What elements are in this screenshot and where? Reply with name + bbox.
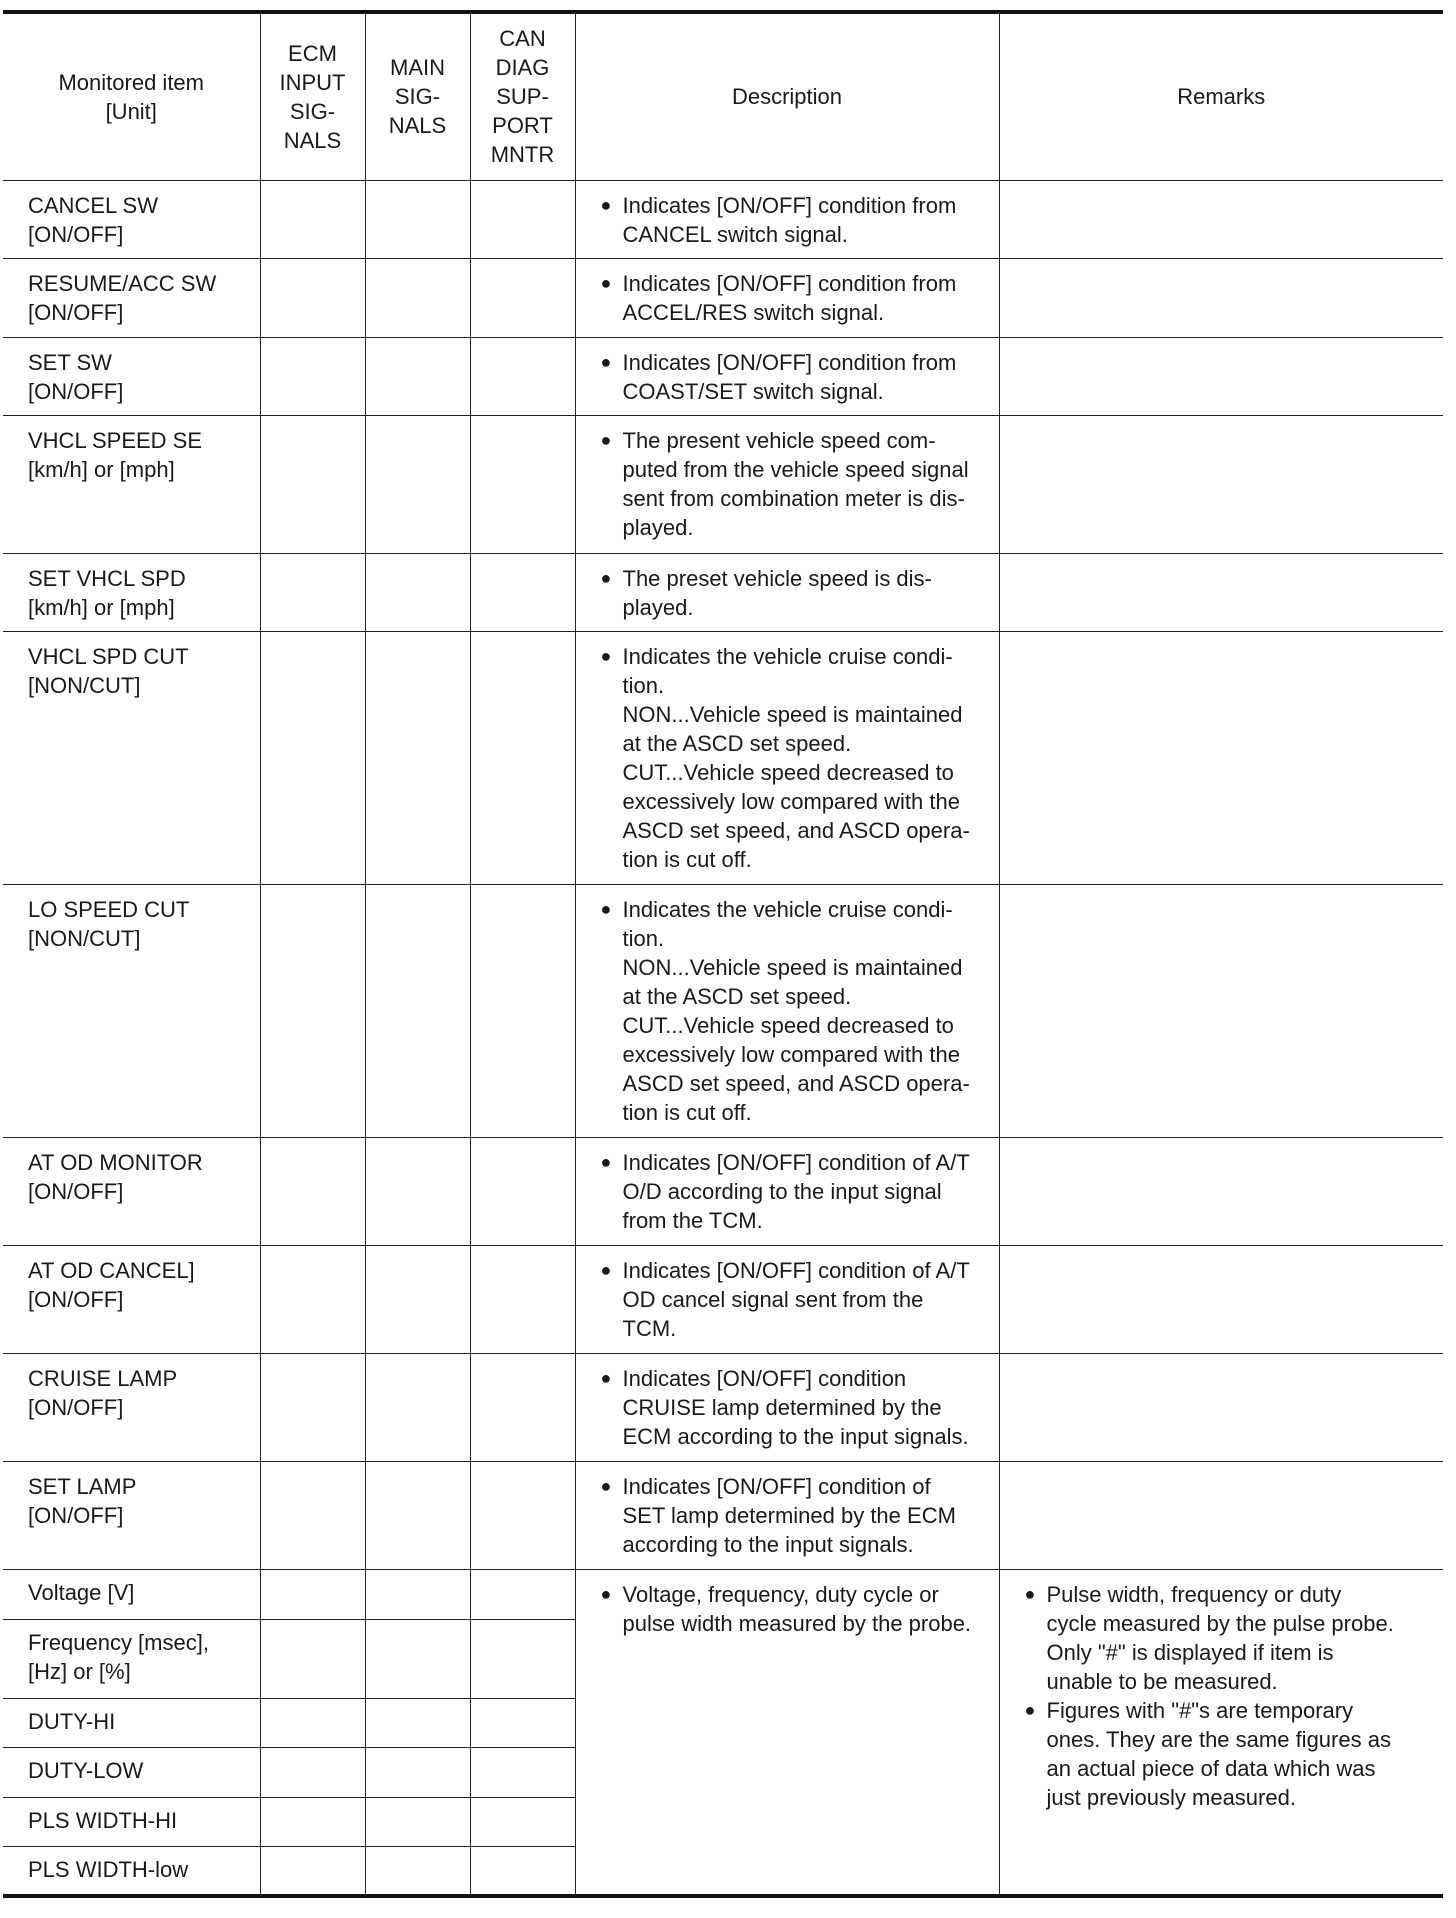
can-diag-cell bbox=[470, 1620, 575, 1699]
can-diag-cell bbox=[470, 1698, 575, 1747]
text-line: [ON/OFF] bbox=[28, 378, 124, 404]
table-row bbox=[3, 1138, 1443, 1246]
header-monitored-item: Monitored item [Unit] bbox=[3, 12, 260, 180]
bullet-icon: ● bbox=[600, 273, 612, 294]
text-line: played. bbox=[622, 594, 694, 620]
remarks-cell bbox=[999, 885, 1443, 1138]
text-line: sent from combination meter is dis- bbox=[622, 486, 965, 512]
bullet-item bbox=[1025, 1580, 1434, 1696]
can-diag-cell bbox=[470, 1748, 575, 1797]
main-signals-cell bbox=[365, 885, 470, 1138]
text-line: [km/h] or [mph] bbox=[28, 457, 175, 483]
bullet-item bbox=[601, 642, 989, 874]
can-diag-cell bbox=[470, 885, 575, 1138]
ecm-input-cell bbox=[260, 180, 365, 259]
main-signals-cell bbox=[365, 1620, 470, 1699]
bullet-text bbox=[623, 1364, 989, 1451]
monitored-item-cell bbox=[3, 885, 260, 1138]
monitored-item-cell bbox=[3, 1748, 260, 1797]
text-line: [km/h] or [mph] bbox=[28, 594, 175, 620]
table-row bbox=[3, 1246, 1443, 1354]
table-row bbox=[3, 1354, 1443, 1462]
remarks-cell bbox=[999, 416, 1443, 553]
text-line: ASCD set speed, and ASCD opera- bbox=[622, 818, 970, 844]
description-cell bbox=[575, 259, 999, 338]
bullet-text bbox=[1047, 1580, 1434, 1696]
ecm-input-cell bbox=[260, 553, 365, 632]
remarks-cell bbox=[999, 553, 1443, 632]
text-line: SET VHCL SPD bbox=[28, 565, 186, 591]
main-signals-cell bbox=[365, 1797, 470, 1846]
text-line: Indicates the vehicle cruise condi- bbox=[622, 897, 953, 923]
ecm-input-cell bbox=[260, 1461, 365, 1569]
bullet-item bbox=[601, 1256, 989, 1343]
text-line: PLS WIDTH-HI bbox=[28, 1807, 178, 1833]
bullet-item bbox=[601, 895, 989, 1127]
main-signals-cell bbox=[365, 1847, 470, 1896]
monitored-item-cell bbox=[3, 416, 260, 553]
monitored-item-cell bbox=[3, 1138, 260, 1246]
text-line: puted from the vehicle speed signal bbox=[622, 457, 969, 483]
ecm-input-cell bbox=[260, 1569, 365, 1619]
text-line: Indicates [ON/OFF] condition of bbox=[622, 1473, 931, 1499]
text-line: Indicates [ON/OFF] condition from bbox=[622, 271, 957, 297]
text-line: SET lamp determined by the ECM bbox=[622, 1502, 956, 1528]
table-row bbox=[3, 632, 1443, 885]
text-line: SET SW bbox=[28, 349, 112, 375]
data-monitor-table bbox=[3, 10, 1443, 1898]
can-diag-cell bbox=[470, 632, 575, 885]
text-line: Indicates the vehicle cruise condi- bbox=[622, 644, 953, 670]
text-line: ASCD set speed, and ASCD opera- bbox=[622, 1071, 970, 1097]
ecm-input-cell bbox=[260, 337, 365, 416]
text-line: pulse width measured by the probe. bbox=[622, 1610, 972, 1636]
header-remarks: Remarks bbox=[999, 12, 1443, 180]
table-row bbox=[3, 1569, 1443, 1619]
header-description: Description bbox=[575, 12, 999, 180]
bullet-icon: ● bbox=[1024, 1699, 1036, 1720]
text-line: ECM according to the input signals. bbox=[622, 1424, 969, 1450]
table-row bbox=[3, 416, 1443, 553]
header-main-signals: MAIN SIG- NALS bbox=[365, 12, 470, 180]
can-diag-cell bbox=[470, 1246, 575, 1354]
text-line: CANCEL SW bbox=[28, 192, 158, 218]
description-cell bbox=[575, 1461, 999, 1569]
monitored-item-cell bbox=[3, 1698, 260, 1747]
table-row bbox=[3, 180, 1443, 259]
bullet-item bbox=[1025, 1696, 1434, 1812]
remarks-cell bbox=[999, 632, 1443, 885]
bullet-item bbox=[601, 1472, 989, 1559]
can-diag-cell bbox=[470, 259, 575, 338]
monitored-item-cell bbox=[3, 553, 260, 632]
can-diag-cell bbox=[470, 1569, 575, 1619]
text-line: according to the input signals. bbox=[622, 1531, 914, 1557]
text-line: NON...Vehicle speed is maintained bbox=[622, 955, 963, 981]
bullet-icon: ● bbox=[600, 646, 612, 667]
ecm-input-cell bbox=[260, 1698, 365, 1747]
text-line: VHCL SPEED SE bbox=[28, 428, 203, 454]
description-cell bbox=[575, 337, 999, 416]
text-line: just previously measured. bbox=[1046, 1784, 1296, 1810]
text-line: from the TCM. bbox=[622, 1208, 763, 1234]
bullet-text bbox=[623, 1580, 989, 1638]
can-diag-cell bbox=[470, 1847, 575, 1896]
bullet-icon: ● bbox=[600, 1260, 612, 1281]
probe-description-cell bbox=[575, 1569, 999, 1896]
remarks-cell bbox=[999, 1246, 1443, 1354]
text-line: at the ASCD set speed. bbox=[622, 731, 852, 757]
remarks-cell bbox=[999, 1138, 1443, 1246]
description-cell bbox=[575, 1354, 999, 1462]
description-cell bbox=[575, 1138, 999, 1246]
text-line: OD cancel signal sent from the bbox=[622, 1287, 924, 1313]
main-signals-cell bbox=[365, 1246, 470, 1354]
text-line: DUTY-HI bbox=[28, 1708, 116, 1734]
bullet-item bbox=[601, 1580, 989, 1638]
ecm-input-cell bbox=[260, 1138, 365, 1246]
text-line: Voltage [V] bbox=[28, 1579, 135, 1605]
text-line: CRUISE LAMP bbox=[28, 1366, 178, 1392]
text-line: [NON/CUT] bbox=[28, 673, 141, 699]
text-line: CUT...Vehicle speed decreased to bbox=[622, 1013, 954, 1039]
ecm-input-cell bbox=[260, 416, 365, 553]
text-line: [ON/OFF] bbox=[28, 300, 124, 326]
bullet-text bbox=[623, 564, 989, 622]
text-line: excessively low compared with the bbox=[622, 789, 960, 815]
can-diag-cell bbox=[470, 553, 575, 632]
text-line: The preset vehicle speed is dis- bbox=[622, 565, 932, 591]
bullet-icon: ● bbox=[600, 1368, 612, 1389]
text-line: LO SPEED CUT bbox=[28, 897, 190, 923]
ecm-input-cell bbox=[260, 1620, 365, 1699]
bullet-icon: ● bbox=[600, 430, 612, 451]
bullet-text bbox=[623, 191, 989, 249]
main-signals-cell bbox=[365, 1748, 470, 1797]
main-signals-cell bbox=[365, 259, 470, 338]
text-line: Only "#" is displayed if item is bbox=[1046, 1639, 1334, 1665]
header-row bbox=[3, 12, 1443, 180]
monitored-item-cell bbox=[3, 337, 260, 416]
description-cell bbox=[575, 632, 999, 885]
text-line: SET LAMP bbox=[28, 1473, 137, 1499]
text-line: VHCL SPD CUT bbox=[28, 644, 189, 670]
main-signals-cell bbox=[365, 337, 470, 416]
text-line: CRUISE lamp determined by the bbox=[622, 1395, 942, 1421]
text-line: Indicates [ON/OFF] condition bbox=[622, 1366, 907, 1392]
text-line: CUT...Vehicle speed decreased to bbox=[622, 760, 954, 786]
bullet-icon: ● bbox=[600, 351, 612, 372]
text-line: [Hz] or [%] bbox=[28, 1659, 131, 1685]
text-line: at the ASCD set speed. bbox=[622, 984, 852, 1010]
header-ecm-input-signals: ECM INPUT SIG- NALS bbox=[260, 12, 365, 180]
table-row bbox=[3, 1461, 1443, 1569]
remarks-cell bbox=[999, 180, 1443, 259]
bullet-text bbox=[623, 642, 989, 874]
monitored-item-cell bbox=[3, 1847, 260, 1896]
text-line: [NON/CUT] bbox=[28, 926, 141, 952]
text-line: TCM. bbox=[622, 1316, 677, 1342]
monitored-item-cell bbox=[3, 1569, 260, 1619]
text-line: COAST/SET switch signal. bbox=[622, 378, 884, 404]
bullet-icon: ● bbox=[600, 1583, 612, 1604]
can-diag-cell bbox=[470, 1797, 575, 1846]
ecm-input-cell bbox=[260, 259, 365, 338]
monitored-item-cell bbox=[3, 1620, 260, 1699]
main-signals-cell bbox=[365, 1138, 470, 1246]
main-signals-cell bbox=[365, 1461, 470, 1569]
text-line: tion. bbox=[622, 673, 665, 699]
bullet-item bbox=[601, 348, 989, 406]
text-line: PLS WIDTH-low bbox=[28, 1857, 189, 1883]
main-signals-cell bbox=[365, 1698, 470, 1747]
text-line: played. bbox=[622, 515, 694, 541]
text-line: CANCEL switch signal. bbox=[622, 221, 848, 247]
monitored-item-cell bbox=[3, 180, 260, 259]
bullet-text bbox=[623, 348, 989, 406]
bullet-item bbox=[601, 1148, 989, 1235]
bullet-text bbox=[623, 1148, 989, 1235]
text-line: ones. They are the same figures as bbox=[1046, 1726, 1391, 1752]
text-line: Indicates [ON/OFF] condition of A/T bbox=[622, 1258, 970, 1284]
text-line: Pulse width, frequency or duty bbox=[1046, 1581, 1342, 1607]
ecm-input-cell bbox=[260, 632, 365, 885]
monitored-item-cell bbox=[3, 1354, 260, 1462]
can-diag-cell bbox=[470, 337, 575, 416]
main-signals-cell bbox=[365, 1354, 470, 1462]
remarks-cell bbox=[999, 337, 1443, 416]
text-line: [ON/OFF] bbox=[28, 221, 124, 247]
description-cell bbox=[575, 1246, 999, 1354]
bullet-item bbox=[601, 269, 989, 327]
text-line: [ON/OFF] bbox=[28, 1395, 124, 1421]
text-line: an actual piece of data which was bbox=[1046, 1755, 1376, 1781]
bullet-icon: ● bbox=[600, 1475, 612, 1496]
text-line: tion is cut off. bbox=[622, 847, 752, 873]
ecm-input-cell bbox=[260, 1797, 365, 1846]
probe-remarks-cell bbox=[999, 1569, 1443, 1896]
text-line: NON...Vehicle speed is maintained bbox=[622, 702, 963, 728]
main-signals-cell bbox=[365, 1569, 470, 1619]
description-cell bbox=[575, 885, 999, 1138]
text-line: [ON/OFF] bbox=[28, 1179, 124, 1205]
monitored-item-cell bbox=[3, 1797, 260, 1846]
monitored-item-cell bbox=[3, 1246, 260, 1354]
text-line: Indicates [ON/OFF] condition from bbox=[622, 349, 957, 375]
monitored-item-cell bbox=[3, 632, 260, 885]
ecm-input-cell bbox=[260, 885, 365, 1138]
can-diag-cell bbox=[470, 1354, 575, 1462]
ecm-input-cell bbox=[260, 1354, 365, 1462]
text-line: [ON/OFF] bbox=[28, 1502, 124, 1528]
table-row bbox=[3, 885, 1443, 1138]
text-line: Voltage, frequency, duty cycle or bbox=[622, 1581, 939, 1607]
bullet-item bbox=[601, 564, 989, 622]
bullet-item bbox=[601, 191, 989, 249]
bullet-icon: ● bbox=[600, 899, 612, 920]
main-signals-cell bbox=[365, 553, 470, 632]
can-diag-cell bbox=[470, 416, 575, 553]
remarks-cell bbox=[999, 1461, 1443, 1569]
text-line: DUTY-LOW bbox=[28, 1758, 144, 1784]
bullet-icon: ● bbox=[600, 1152, 612, 1173]
description-cell bbox=[575, 180, 999, 259]
bullet-text bbox=[623, 1256, 989, 1343]
text-line: O/D according to the input signal bbox=[622, 1179, 942, 1205]
bullet-icon: ● bbox=[600, 194, 612, 215]
text-line: AT OD CANCEL] bbox=[28, 1258, 195, 1284]
can-diag-cell bbox=[470, 1461, 575, 1569]
text-line: Indicates [ON/OFF] condition of A/T bbox=[622, 1150, 970, 1176]
bullet-icon: ● bbox=[600, 567, 612, 588]
bullet-item bbox=[601, 1364, 989, 1451]
table-row bbox=[3, 553, 1443, 632]
text-line: tion. bbox=[622, 926, 665, 952]
text-line: Frequency [msec], bbox=[28, 1630, 209, 1656]
text-line: AT OD MONITOR bbox=[28, 1150, 203, 1176]
table-row bbox=[3, 259, 1443, 338]
text-line: tion is cut off. bbox=[622, 1100, 752, 1126]
text-line: [ON/OFF] bbox=[28, 1287, 124, 1313]
main-signals-cell bbox=[365, 180, 470, 259]
main-signals-cell bbox=[365, 632, 470, 885]
bullet-text bbox=[623, 426, 989, 542]
header-can-diag-support-mntr: CAN DIAG SUP- PORT MNTR bbox=[470, 12, 575, 180]
text-line: unable to be measured. bbox=[1046, 1668, 1278, 1694]
bullet-icon: ● bbox=[1024, 1583, 1036, 1604]
description-cell bbox=[575, 553, 999, 632]
text-line: excessively low compared with the bbox=[622, 1042, 960, 1068]
ecm-input-cell bbox=[260, 1246, 365, 1354]
text-line: ACCEL/RES switch signal. bbox=[622, 300, 885, 326]
remarks-cell bbox=[999, 259, 1443, 338]
text-line: cycle measured by the pulse probe. bbox=[1046, 1610, 1394, 1636]
monitored-item-cell bbox=[3, 1461, 260, 1569]
ecm-input-cell bbox=[260, 1748, 365, 1797]
text-line: The present vehicle speed com- bbox=[622, 428, 936, 454]
bullet-text bbox=[623, 895, 989, 1127]
can-diag-cell bbox=[470, 180, 575, 259]
monitored-item-cell bbox=[3, 259, 260, 338]
bullet-text bbox=[1047, 1696, 1434, 1812]
text-line: RESUME/ACC SW bbox=[28, 271, 217, 297]
bullet-text bbox=[623, 1472, 989, 1559]
text-line: Indicates [ON/OFF] condition from bbox=[622, 192, 957, 218]
table-row bbox=[3, 337, 1443, 416]
main-signals-cell bbox=[365, 416, 470, 553]
remarks-cell bbox=[999, 1354, 1443, 1462]
bullet-text bbox=[623, 269, 989, 327]
bullet-item bbox=[601, 426, 989, 542]
can-diag-cell bbox=[470, 1138, 575, 1246]
description-cell bbox=[575, 416, 999, 553]
ecm-input-cell bbox=[260, 1847, 365, 1896]
text-line: Figures with "#"s are temporary bbox=[1046, 1697, 1354, 1723]
